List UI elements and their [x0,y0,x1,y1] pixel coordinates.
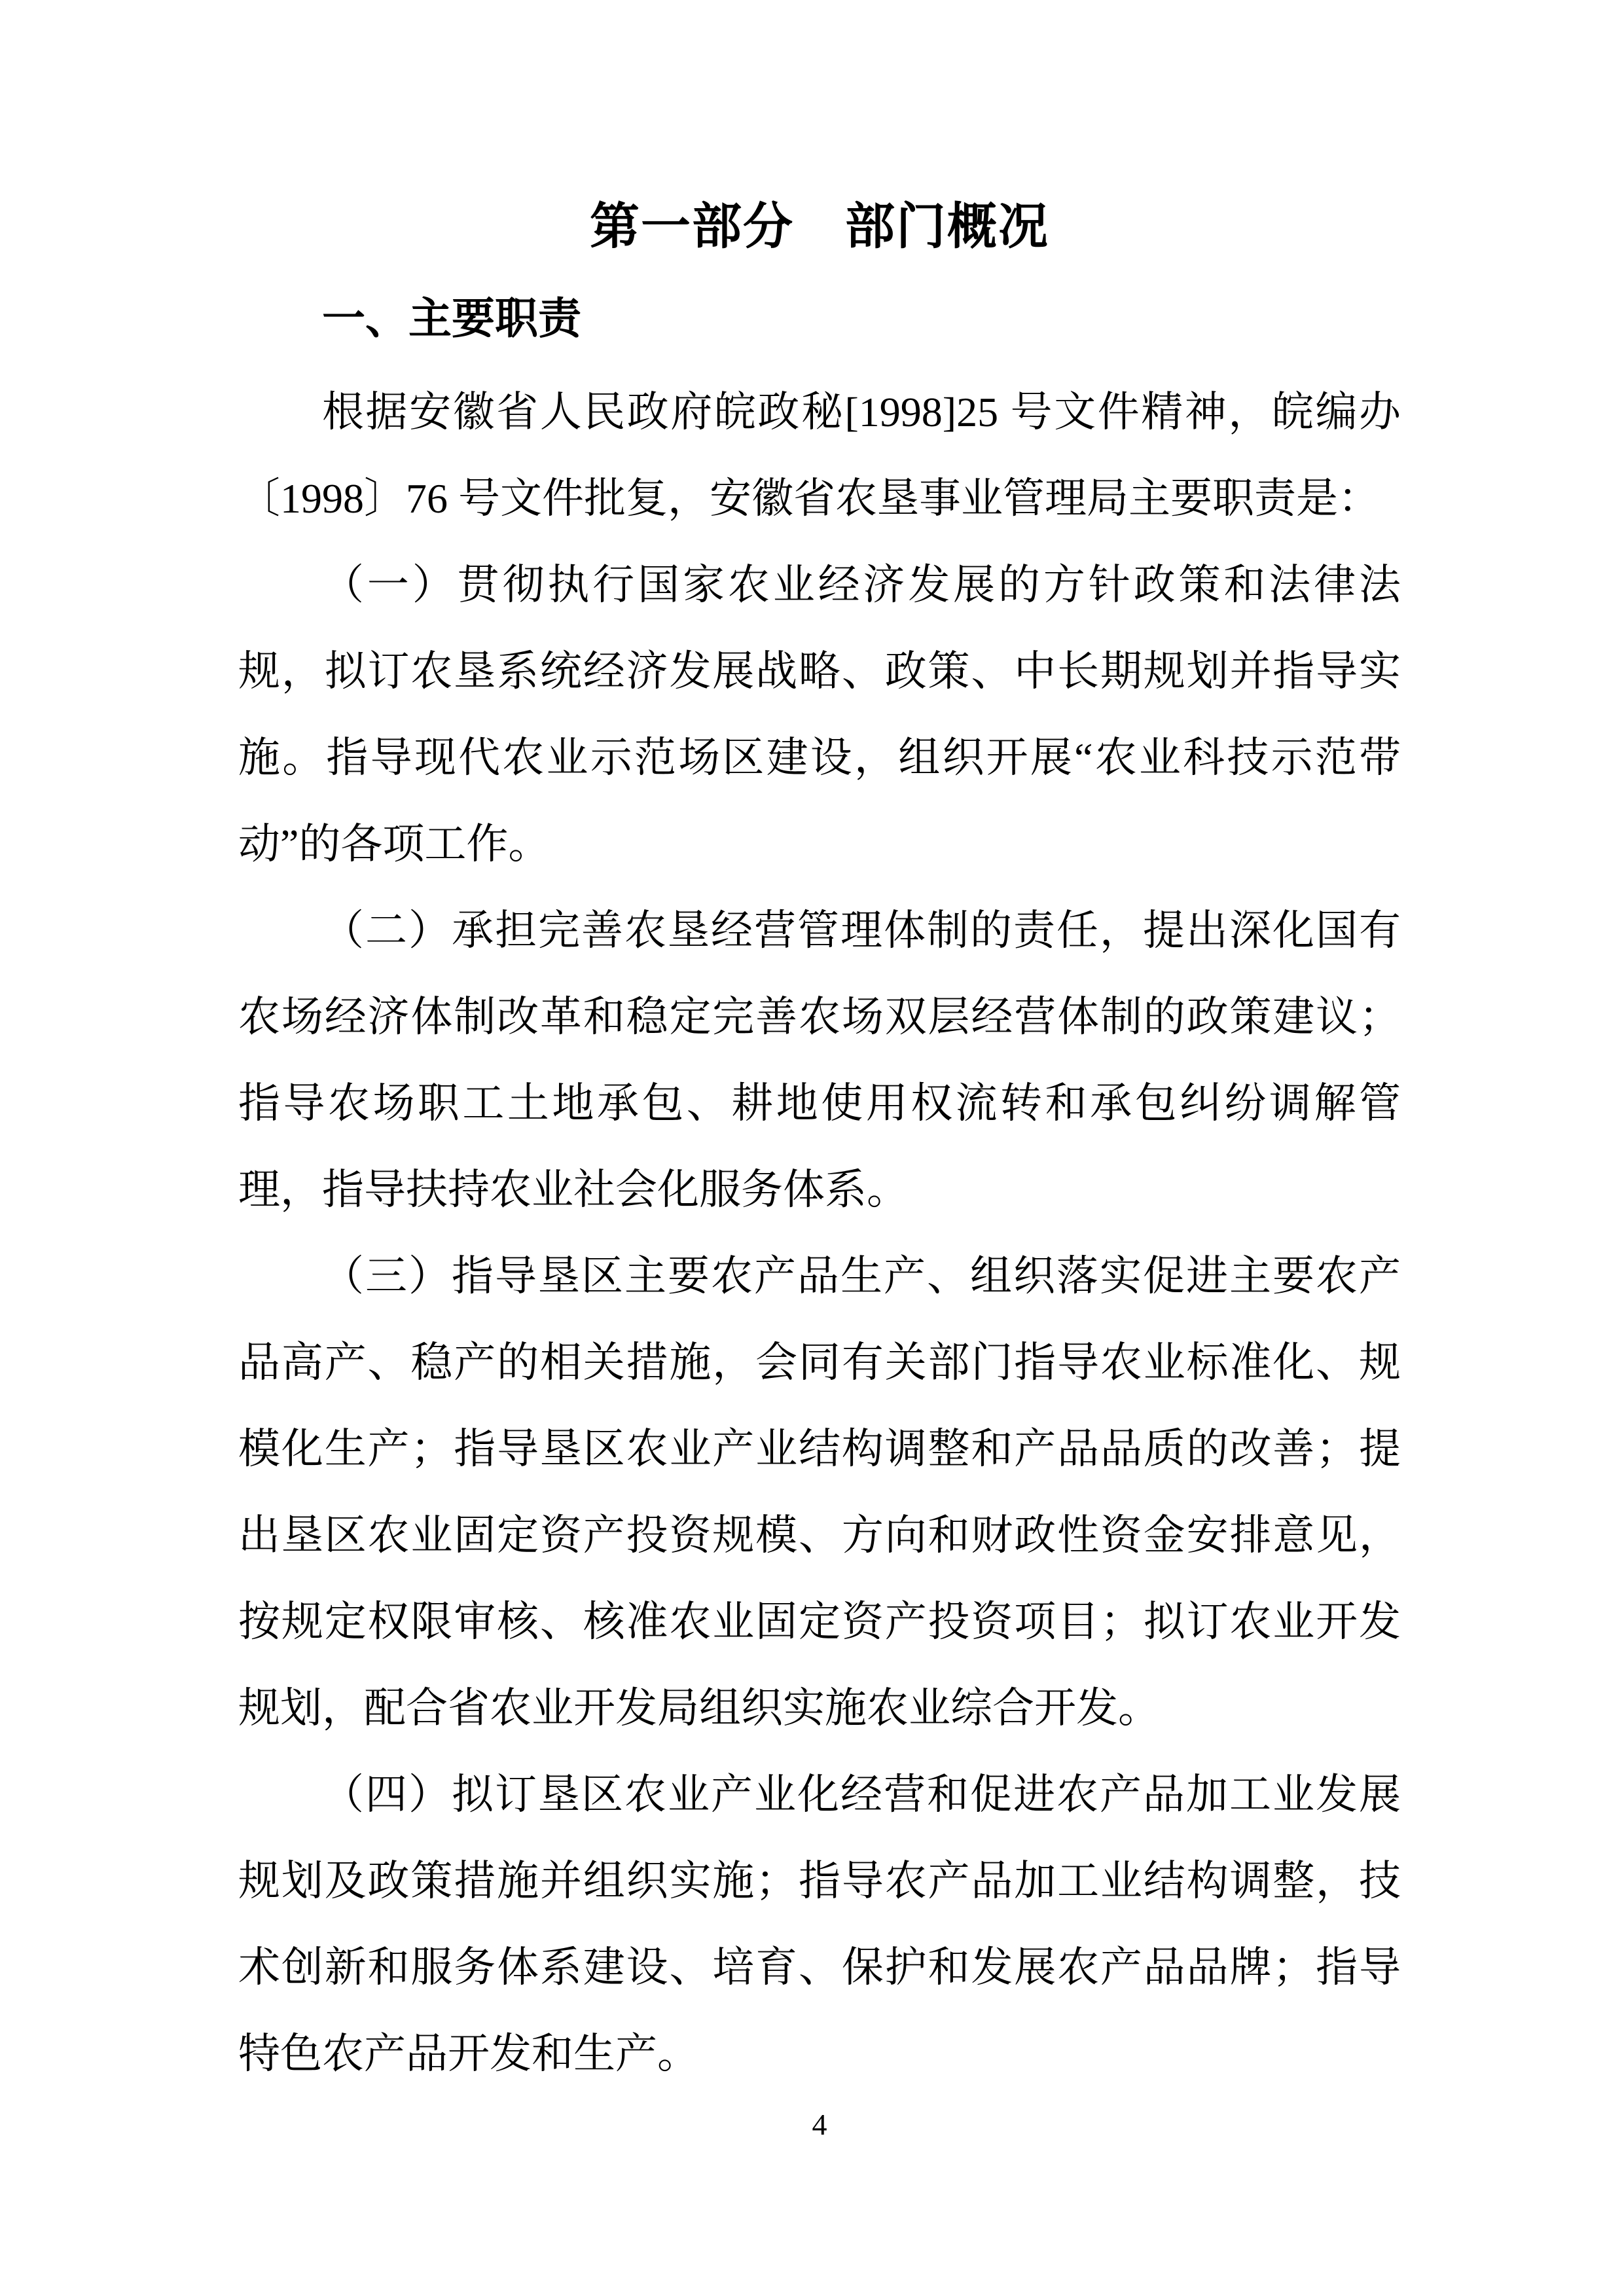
body-line: 模化生产；指导垦区农业产业结构调整和产品品质的改善；提 [238,1426,1401,1472]
body-line: 农场经济体制改革和稳定完善农场双层经营体制的政策建议； [238,994,1401,1040]
body-line: 出垦区农业固定资产投资规模、方向和财政性资金安排意见， [238,1512,1401,1559]
body-line: 规划及政策措施并组织实施；指导农产品加工业结构调整，技 [238,1858,1401,1904]
body-line: 术创新和服务体系建设、培育、保护和发展农产品品牌；指导 [238,1944,1401,1991]
body-line: （二）承担完善农垦经营管理体制的责任，提出深化国有 [322,907,1401,954]
body-line: （一）贯彻执行国家农业经济发展的方针政策和法律法 [322,562,1401,608]
body-line: （三）指导垦区主要农产品生产、组织落实促进主要农产 [322,1253,1401,1299]
section-heading: 一、主要职责 [322,294,581,342]
body-line: 理，指导扶持农业社会化服务体系。 [238,1166,909,1213]
body-line: 指导农场职工土地承包、耕地使用权流转和承包纠纷调解管 [238,1080,1401,1127]
body-line: 规，拟订农垦系统经济发展战略、政策、中长期规划并指导实 [238,648,1401,695]
page-number: 4 [812,2108,827,2141]
body-line: 施。指导现代农业示范场区建设，组织开展“农业科技示范带 [238,734,1401,781]
body-line: 〔1998〕76 号文件批复，安徽省农垦事业管理局主要职责是： [238,475,1380,522]
body-line: 规划，配合省农业开发局组织实施农业综合开发。 [238,1685,1160,1731]
body-text [238,369,1401,2097]
body-line: 动”的各项工作。 [238,821,550,867]
body-line: 品高产、稳产的相关措施，会同有关部门指导农业标准化、规 [238,1339,1401,1386]
page-title: 第一部分 部门概况 [590,199,1049,255]
body-line: 根据安徽省人民政府皖政秘[1998]25 号文件精神，皖编办 [322,389,1401,435]
body-line: （四）拟订垦区农业产业化经营和促进农产品加工业发展 [322,1771,1401,1818]
body-line: 按规定权限审核、核准农业固定资产投资项目；拟订农业开发 [238,1599,1401,1645]
body-line: 特色农产品开发和生产。 [238,2031,699,2077]
